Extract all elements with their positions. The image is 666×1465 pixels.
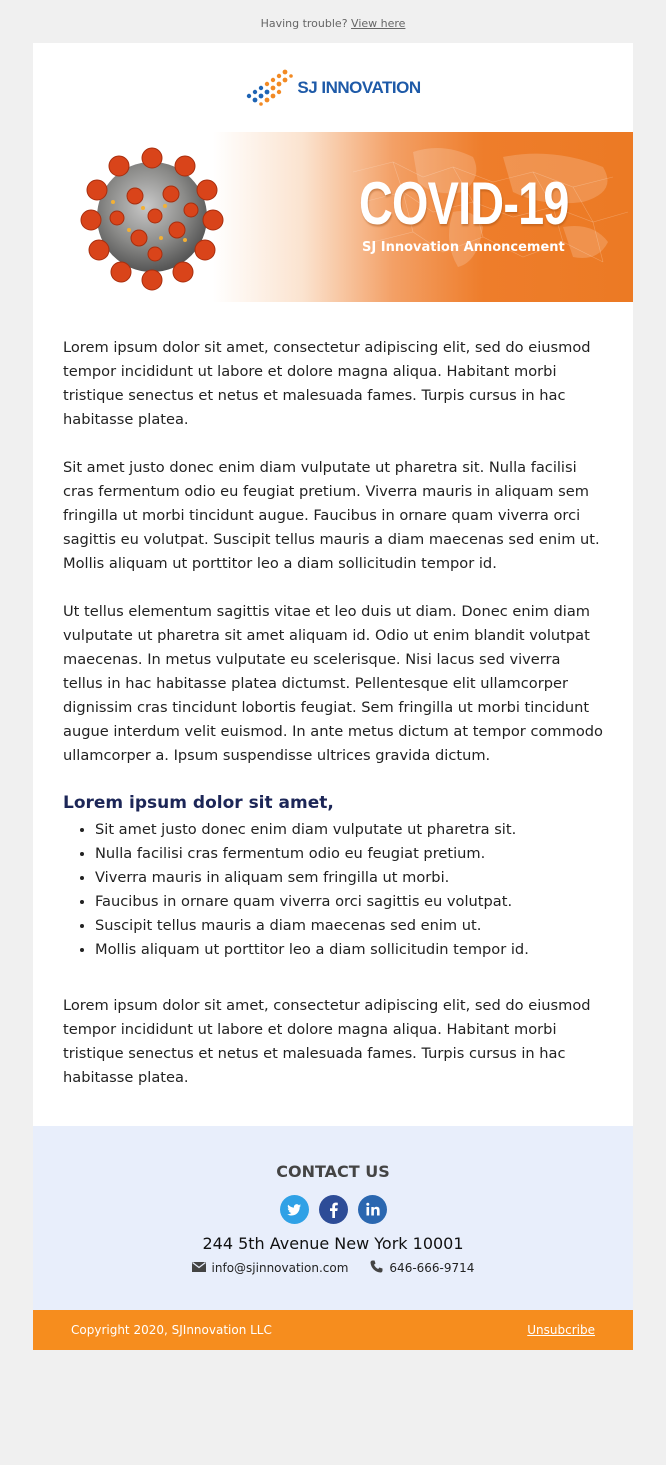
list-item: • Viverra mauris in aliquam sem fringilla ut morbi. [95, 866, 603, 890]
email-card [33, 43, 633, 1350]
list-item: • Sit amet justo donec enim diam vulputate ut pharetra sit. [95, 818, 603, 842]
envelope-icon [192, 1261, 206, 1275]
phone-icon [370, 1260, 383, 1276]
email-body [33, 302, 633, 1126]
list-item: • Nulla facilisi cras fermentum odio eu feugiat pretium. [95, 842, 603, 866]
bullet-list [63, 818, 603, 962]
trouble-text: Having trouble? [260, 17, 348, 30]
logo-mark-icon [245, 66, 293, 110]
linkedin-icon[interactable] [358, 1195, 387, 1224]
twitter-icon[interactable] [280, 1195, 309, 1224]
preheader [0, 0, 666, 43]
body-paragraph: Lorem ipsum dolor sit amet, consectetur adipiscing elit, sed do eiusmod tempor incididunt ut labore et dolore magna aliqua. Habitant morbi tristique senectus et netus et malesuada fames. Turpis cursus in hac habitasse platea. [63, 339, 591, 428]
footer-bar [33, 1310, 633, 1350]
phone-number[interactable]: 646-666-9714 [389, 1261, 475, 1275]
banner-title: COVID-19 [359, 170, 569, 237]
coronavirus-illustration [73, 142, 233, 292]
logo-text: SJ INNOVATION [297, 77, 421, 97]
section-heading: Lorem ipsum dolor sit amet, [63, 793, 334, 813]
copyright-text: Copyright 2020, SJInnovation LLC [71, 1323, 272, 1337]
contact-details [33, 1260, 633, 1276]
hero-banner [33, 132, 633, 302]
unsubscribe-link[interactable]: Unsubcribe [527, 1323, 595, 1337]
list-item: • Faucibus in ornare quam viverra orci sagittis eu volutpat. [95, 890, 603, 914]
address-text: 244 5th Avenue New York 10001 [202, 1234, 464, 1253]
body-paragraph: Sit amet justo donec enim diam vulputate ut pharetra sit. Nulla facilisi cras fermentum odio eu feugiat pretium. Viverra mauris in aliquam sem fringilla ut morbi tincidunt augue. Faucibus in ornare quam viverra orci sagittis eu volutpat. Suscipit tellus mauris a diam maecenas sed enim ut. Mollis aliquam ut porttitor leo a diam sollicitudin tempor id. [63, 459, 600, 572]
body-paragraph: Lorem ipsum dolor sit amet, consectetur adipiscing elit, sed do eiusmod tempor incididunt ut labore et dolore magna aliqua. Habitant morbi tristique senectus et netus et malesuada fames. Turpis cursus in hac habitasse platea. [63, 997, 591, 1086]
list-item: • Suscipit tellus mauris a diam maecenas sed enim ut. [95, 914, 603, 938]
contact-section [33, 1126, 633, 1310]
social-links [33, 1195, 633, 1224]
email-link[interactable]: info@sjinnovation.com [211, 1261, 349, 1275]
logo[interactable] [33, 43, 633, 132]
body-paragraph: Ut tellus elementum sagittis vitae et leo duis ut diam. Donec enim diam vulputate ut pharetra sit amet aliquam id. Odio ut enim blandit volutpat maecenas. In metus vulputate eu scelerisque. Nisi lacus sed viverra tellus in hac habitasse platea dictumst. Pellentesque elit ullamcorper dignissim cras tincidunt lobortis feugiat. Sem fringilla ut morbi tincidunt augue interdum velit euismod. In ante metus dictum at tempor commodo ullamcorper a. Ipsum suspendisse ultrices gravida dictum. [63, 603, 603, 764]
list-item: • Mollis aliquam ut porttitor leo a diam sollicitudin tempor id. [95, 938, 603, 962]
contact-title: CONTACT US [276, 1162, 390, 1181]
banner-subtitle: SJ Innovation Annoncement [362, 240, 565, 255]
view-online-link[interactable]: View here [351, 17, 406, 30]
facebook-icon[interactable] [319, 1195, 348, 1224]
